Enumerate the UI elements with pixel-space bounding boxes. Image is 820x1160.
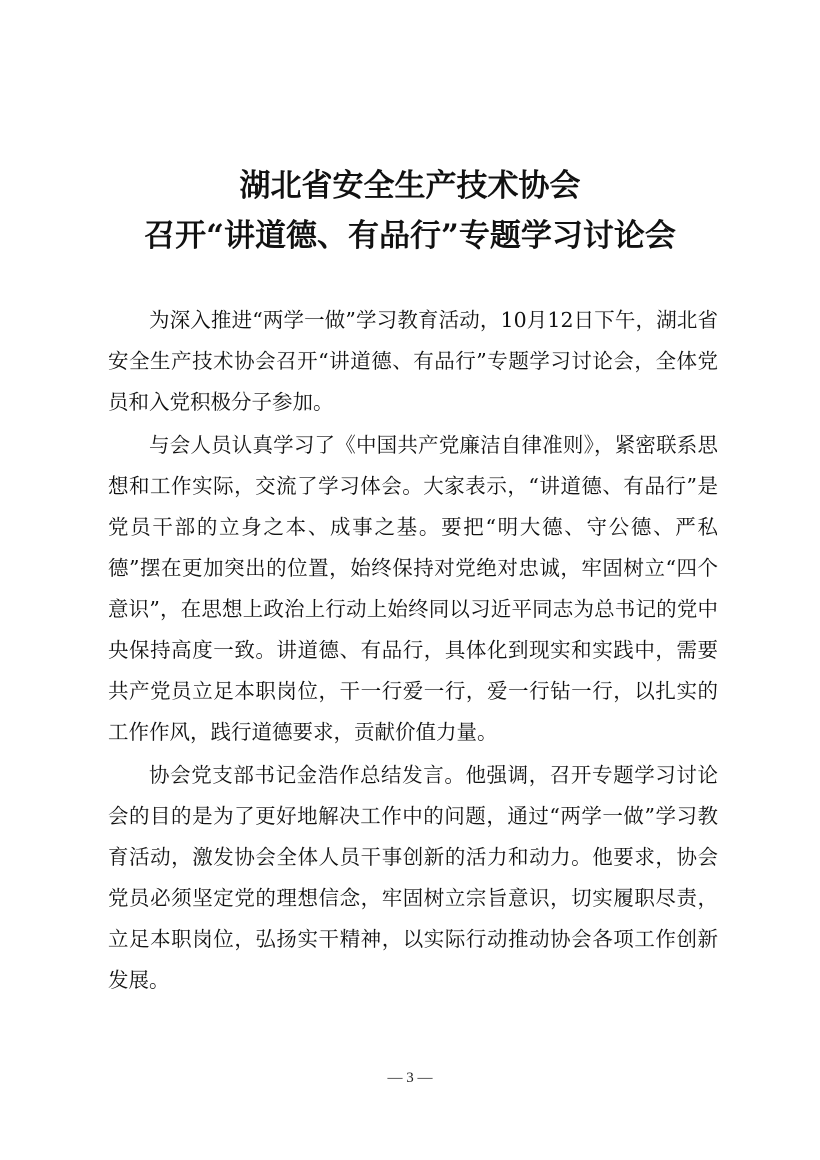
paragraph-2: 与会人员认真学习了《中国共产党廉洁自律准则》，紧密联系思想和工作实际，交流了学习体会。大家表示，“讲道德、有品行”是党员干部的立身之本、成事之基。要把“明大德、守公德、严私德”摆在更加突出的位置，始终保持对党绝对忠诚，牢固树立“四个意识”，在思想上政治上行动上始终同以习近平同志为总书记的党中央保持高度一致。讲道德、有品行，具体化到现实和实践中，需要共产党员立足本职岗位，干一行爱一行，爱一行钻一行，以扎实的工作作风，践行道德要求，贡献价值力量。	[108, 433, 718, 744]
document-title-line-1: 湖北省安全生产技术协会	[239, 168, 581, 204]
document-body	[108, 300, 718, 1003]
page-number: — 3 —	[387, 1070, 433, 1086]
document-title-line-2: 召开“讲道德、有品行”专题学习讨论会	[144, 218, 676, 254]
paragraph-3: 协会党支部书记金浩作总结发言。他强调，召开专题学习讨论会的目的是为了更好地解决工作中的问题，通过“两学一做”学习教育活动，激发协会全体人员干事创新的活力和动力。他要求，协会党员必须坚定党的理想信念，牢固树立宗旨意识，切实履职尽责，立足本职岗位，弘扬实干精神，以实际行动推动协会各项工作创新发展。	[108, 763, 718, 992]
paragraph-1: 为深入推进“两学一做”学习教育活动，10月12日下午，湖北省安全生产技术协会召开“讲道德、有品行”专题学习讨论会，全体党员和入党积极分子参加。	[108, 308, 718, 414]
